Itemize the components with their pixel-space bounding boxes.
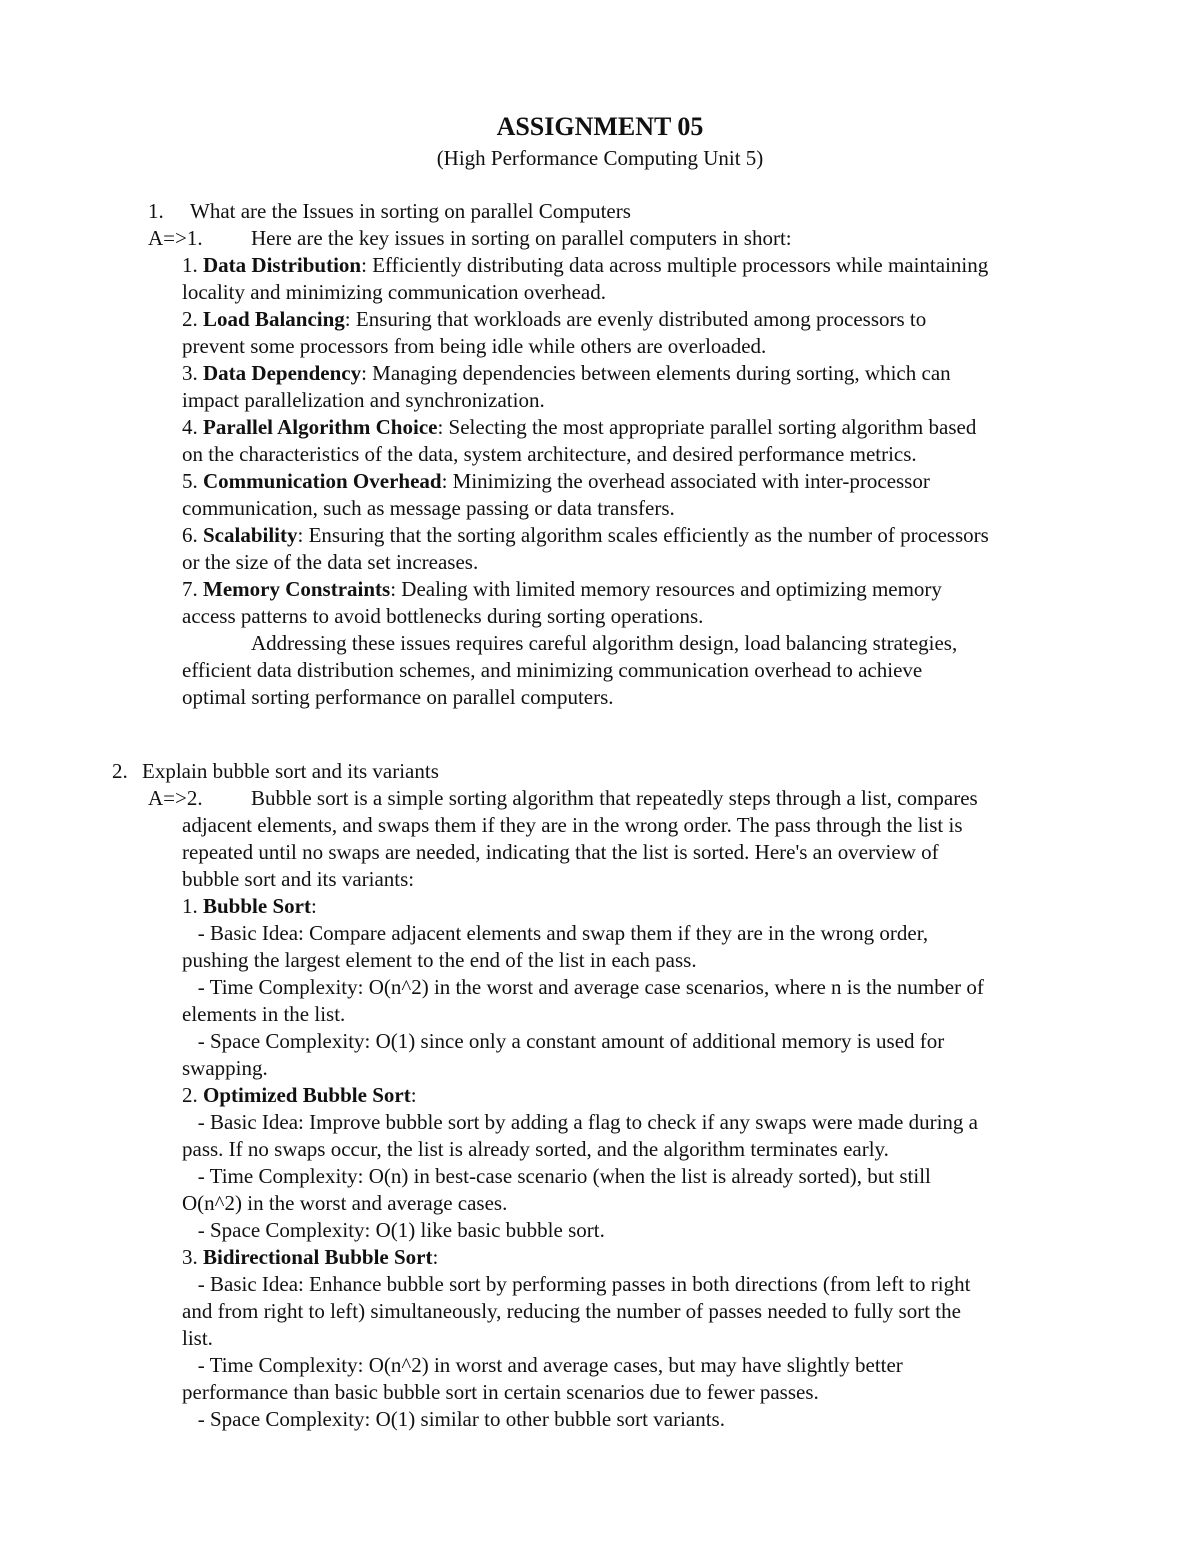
variant-line: - Space Complexity: O(1) similar to other bubble sort variants. xyxy=(182,1407,725,1431)
variant-line: and from right to left) simultaneously, reducing the number of passes needed to fully sort the xyxy=(182,1299,961,1323)
issue-term: Data Dependency xyxy=(203,361,362,385)
issue-term: Memory Constraints xyxy=(203,577,391,601)
variant-term: Bidirectional Bubble Sort xyxy=(203,1245,433,1269)
question-text: Explain bubble sort and its variants xyxy=(142,759,439,783)
variant-line: swapping. xyxy=(182,1056,268,1080)
answer-prefix: A=>2. xyxy=(148,786,203,810)
variant-line: - Basic Idea: Improve bubble sort by adding a flag to check if any swaps were made during a xyxy=(182,1110,978,1134)
variant-line: - Space Complexity: O(1) since only a constant amount of additional memory is used for xyxy=(182,1029,945,1053)
question-2 xyxy=(112,758,439,785)
answer-1-intro xyxy=(148,225,792,252)
issue-item-continued: prevent some processors from being idle while others are overloaded. xyxy=(182,334,767,358)
issue-item: 1. Data Distribution: Efficiently distributing data across multiple processors while maintaining xyxy=(182,253,989,277)
variant-heading: 1. Bubble Sort: xyxy=(182,894,317,918)
variant-line: elements in the list. xyxy=(182,1002,346,1026)
answer-intro-line: adjacent elements, and swaps them if they are in the wrong order. The pass through the list is xyxy=(182,813,963,837)
issue-item-continued: locality and minimizing communication overhead. xyxy=(182,280,606,304)
issue-item: 4. Parallel Algorithm Choice: Selecting the most appropriate parallel sorting algorithm based xyxy=(182,415,977,439)
issue-term: Parallel Algorithm Choice xyxy=(203,415,438,439)
variant-line: - Time Complexity: O(n^2) in the worst and average case scenarios, where n is the number of xyxy=(182,975,984,999)
variant-line: pushing the largest element to the end of the list in each pass. xyxy=(182,948,697,972)
issue-item: 2. Load Balancing: Ensuring that workloads are evenly distributed among processors to xyxy=(182,307,927,331)
conclusion-line: Addressing these issues requires careful algorithm design, load balancing strategies, xyxy=(251,631,958,655)
variant-line: - Basic Idea: Enhance bubble sort by performing passes in both directions (from left to right xyxy=(182,1272,971,1296)
issue-item: 7. Memory Constraints: Dealing with limited memory resources and optimizing memory xyxy=(182,577,942,601)
variant-line: pass. If no swaps occur, the list is already sorted, and the algorithm terminates early. xyxy=(182,1137,889,1161)
question-1 xyxy=(148,198,631,225)
variant-line: - Basic Idea: Compare adjacent elements and swap them if they are in the wrong order, xyxy=(182,921,929,945)
answer-2-intro xyxy=(148,785,978,812)
question-number: 1. xyxy=(148,199,164,223)
answer-intro-text: Here are the key issues in sorting on parallel computers in short: xyxy=(251,226,792,250)
question-text: What are the Issues in sorting on parallel Computers xyxy=(190,199,631,223)
issue-item: 3. Data Dependency: Managing dependencies between elements during sorting, which can xyxy=(182,361,951,385)
page-subtitle: (High Performance Computing Unit 5) xyxy=(436,146,764,170)
variant-line: - Time Complexity: O(n) in best-case scenario (when the list is already sorted), but still xyxy=(182,1164,931,1188)
question-number: 2. xyxy=(112,759,128,783)
issue-item-continued: access patterns to avoid bottlenecks during sorting operations. xyxy=(182,604,704,628)
answer-intro-line: bubble sort and its variants: xyxy=(182,867,415,891)
issue-item-continued: or the size of the data set increases. xyxy=(182,550,479,574)
variant-line: performance than basic bubble sort in certain scenarios due to fewer passes. xyxy=(182,1380,819,1404)
issue-item: 5. Communication Overhead: Minimizing the overhead associated with inter-processor xyxy=(182,469,930,493)
conclusion-line: optimal sorting performance on parallel computers. xyxy=(182,685,614,709)
variant-term: Bubble Sort xyxy=(203,894,311,918)
issue-item: 6. Scalability: Ensuring that the sorting algorithm scales efficiently as the number of processors xyxy=(182,523,989,547)
variant-heading: 3. Bidirectional Bubble Sort: xyxy=(182,1245,439,1269)
conclusion-line: efficient data distribution schemes, and minimizing communication overhead to achieve xyxy=(182,658,923,682)
variant-line: O(n^2) in the worst and average cases. xyxy=(182,1191,508,1215)
answer-prefix: A=>1. xyxy=(148,226,203,250)
issue-term: Communication Overhead xyxy=(203,469,442,493)
variant-line: - Time Complexity: O(n^2) in worst and average cases, but may have slightly better xyxy=(182,1353,903,1377)
variant-line: list. xyxy=(182,1326,213,1350)
variant-term: Optimized Bubble Sort xyxy=(203,1083,411,1107)
answer-intro-text: Bubble sort is a simple sorting algorithm that repeatedly steps through a list, compares xyxy=(251,786,978,810)
issue-item-continued: on the characteristics of the data, system architecture, and desired performance metrics. xyxy=(182,442,917,466)
issue-term: Data Distribution xyxy=(203,253,362,277)
issue-item-continued: communication, such as message passing or data transfers. xyxy=(182,496,675,520)
issue-term: Scalability xyxy=(203,523,298,547)
variant-line: - Space Complexity: O(1) like basic bubble sort. xyxy=(182,1218,605,1242)
issue-term: Load Balancing xyxy=(203,307,345,331)
answer-intro-line: repeated until no swaps are needed, indicating that the list is sorted. Here's an overview of xyxy=(182,840,939,864)
page-title: ASSIGNMENT 05 xyxy=(496,112,704,141)
issue-item-continued: impact parallelization and synchronization. xyxy=(182,388,545,412)
variant-heading: 2. Optimized Bubble Sort: xyxy=(182,1083,417,1107)
